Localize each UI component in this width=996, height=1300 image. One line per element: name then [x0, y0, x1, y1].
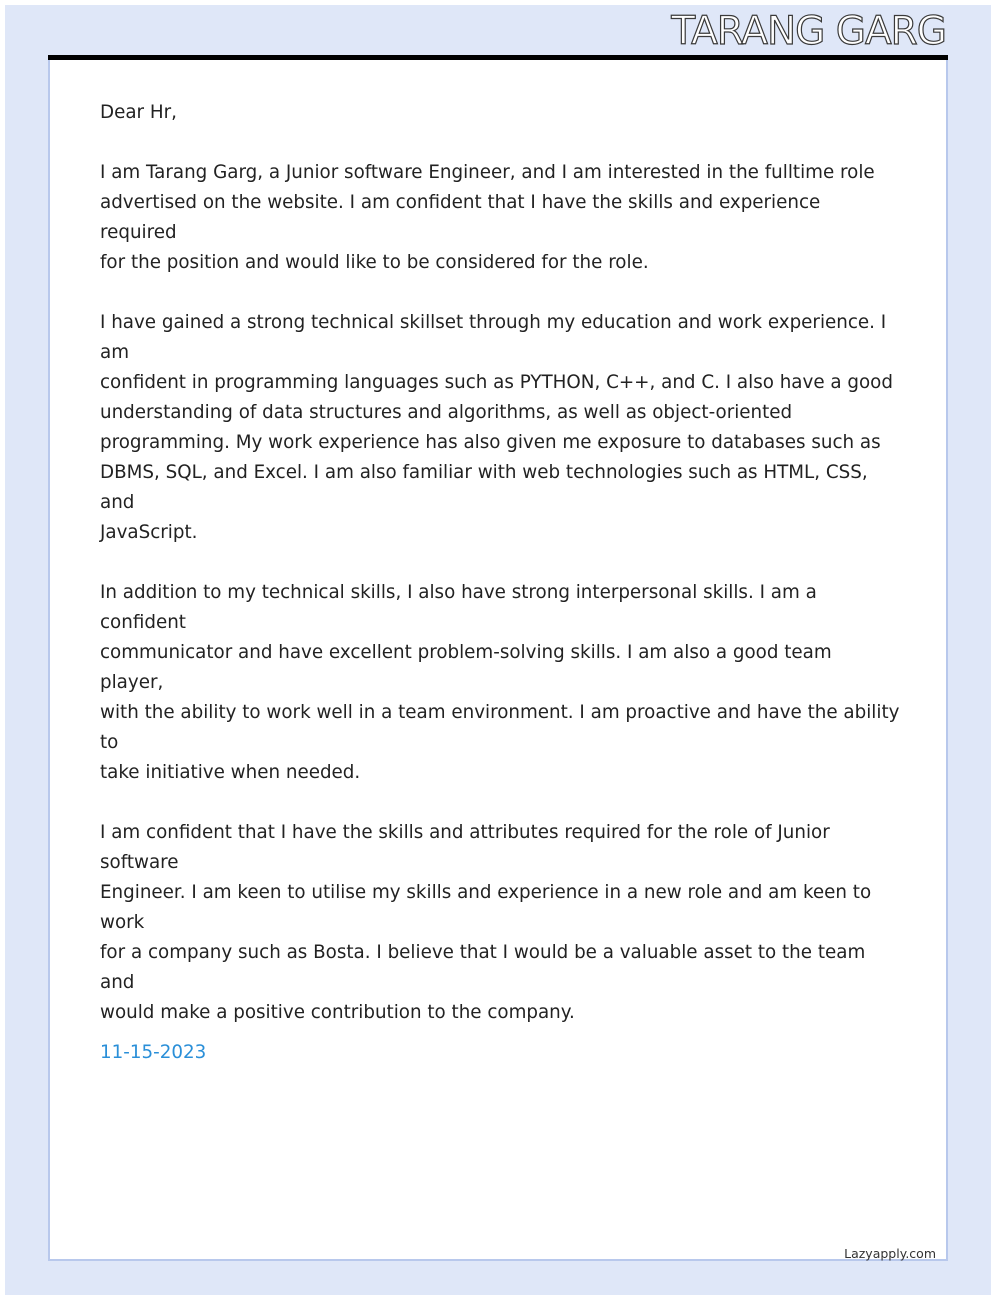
letter-body [100, 98, 900, 1068]
paragraph-interpersonal-skills: In addition to my technical skills, I also have strong interpersonal skills. I am a confident communicator and have excellent problem-solving skills. I am also a good team player, with the ability to work well in a team environment. I am proactive and have the ability to take initiative when needed. [100, 582, 900, 783]
letter-date: 11-15-2023 [100, 1042, 207, 1063]
applicant-name: TARANG GARG [671, 9, 946, 54]
salutation: Dear Hr, [100, 102, 177, 123]
paragraph-intro: I am Tarang Garg, a Junior software Engineer, and I am interested in the fulltime role advertised on the website. I am confident that I have the skills and experience required for the position and would like to be considered for the role. [100, 162, 875, 273]
paragraph-closing: I am confident that I have the skills and attributes required for the role of Junior software Engineer. I am keen to utilise my skills and experience in a new role and am keen to work for a company such as Bosta. I believe that I would be a valuable asset to the team and would make a positive contribution to the company. [100, 822, 872, 1023]
paragraph-technical-skills: I have gained a strong technical skillset through my education and work experience. I am confident in programming languages such as PYTHON, C++, and C. I also have a good understanding of data structures and algorithms, as well as object-oriented programming. My work experience has also given me exposure to databases such as DBMS, SQL, and Excel. I am also familiar with web technologies such as HTML, CSS, and JavaScript. [100, 312, 893, 543]
footer-brand: Lazyapply.com [844, 1246, 936, 1261]
